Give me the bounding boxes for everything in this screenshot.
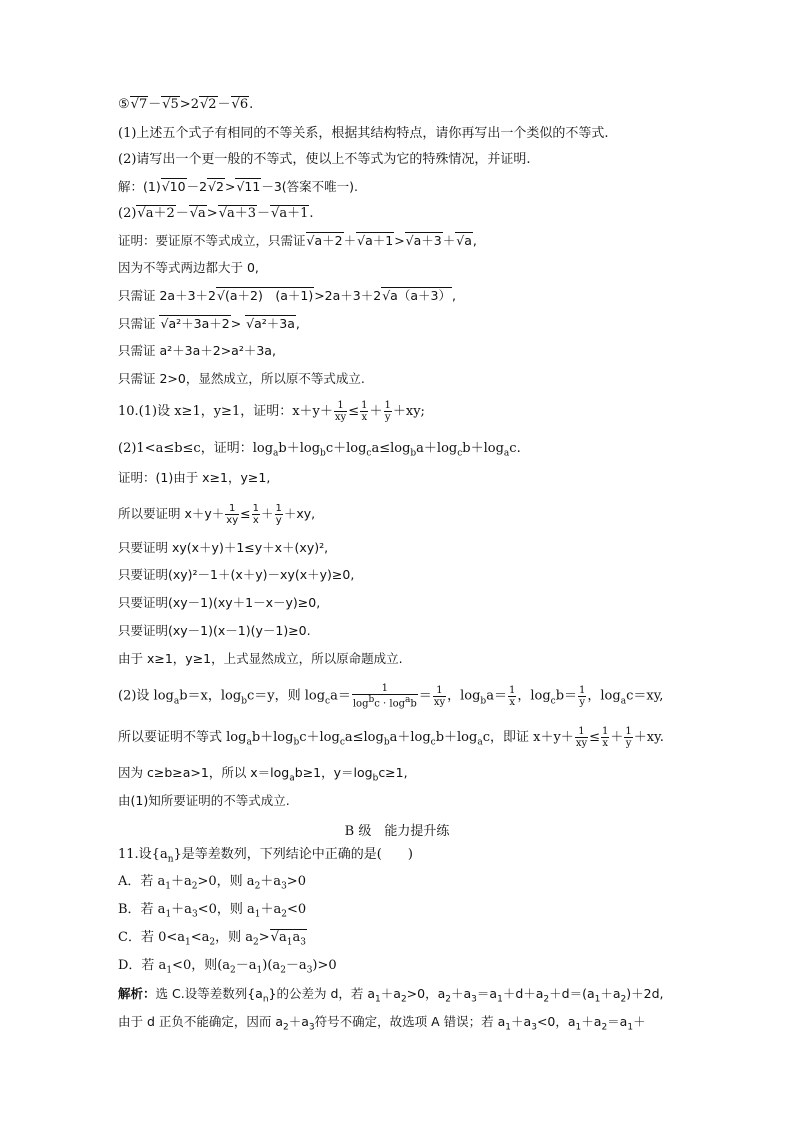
item-5-inequality: ⑤√7－√5>2√2－√6. (118, 97, 254, 112)
proof-10-step-6: 只要证明(xy－1)(x－1)(y－1)≥0. (118, 623, 311, 638)
question-10-part-2: (2)1<a≤b≤c，证明：$\log_ab+\log_bc+\log_ca\le\log_ba+\log_cb+\log_ac$. (118, 441, 521, 459)
proof-10-step-3: 只要证明 xy(x＋y)＋1≤y＋x＋(xy)², (118, 540, 329, 555)
proof-step-3: 只需证 2a＋3＋2√(a＋2) (a＋1)>2a＋3＋2√a（a＋3）, (118, 288, 456, 303)
proof-10-part-2-step-3: 因为 c≥b≥a>1，所以 $x=\log_ab\ge 1$，$y=\log_bc\ge 1$, (118, 765, 408, 784)
proof-10-step-4: 只要证明(xy)²－1＋(x＋y)－xy(x＋y)≥0, (118, 567, 355, 582)
proof-step-4: 只需证 √a²＋3a＋2> √a²＋3a, (118, 316, 300, 331)
proof-step-6: 只需证 2>0，显然成立，所以原不等式成立. (118, 371, 365, 386)
option-b: B．若 $a_1+a_3<0$，则 $a_1+a_2<0$ (118, 902, 307, 920)
section-heading: B 级 能力提升练 (344, 824, 450, 839)
proof-10-part-2-step-4: 由(1)知所要证明的不等式成立. (118, 793, 290, 808)
question-part-1: (1)上述五个式子有相同的不等关系，根据其结构特点，请你再写出一个类似的不等式. (118, 126, 609, 141)
proof-10-step-5: 只要证明(xy－1)(xy＋1－x－y)≥0, (118, 595, 321, 610)
analysis-line-1: 解析：选 C.设等差数列$\{a_n\}$的公差为 d，若 $a_1+a_2>0$，$a_2+a_3=a_1+d+a_2+d=(a_1+a_2)+2d$, (118, 986, 664, 1005)
proof-10-step-2: 所以要证明 x＋y＋ $\frac{1}{xy}$ ≤ $\frac{1}{x}$ ＋ $\frac{1}{y}$ ＋xy, (118, 503, 316, 526)
answer-1: 解：(1)√10－2√2>√11－3(答案不唯一). (118, 179, 359, 194)
option-d: D．若 $a_1<0$，则$(a_2-a_1)(a_2-a_3)>0$ (118, 958, 337, 976)
option-c: C．若 $0<a_1<a_2$，则 $a_2>√a_1a_3$ (118, 930, 306, 948)
question-10-part-1: 10.(1)设 x≥1，y≥1，证明：x＋y＋ $\frac{1}{xy}$ ≤ $\frac{1}{x}$ ＋ $\frac{1}{y}$ ＋xy; (118, 400, 425, 423)
proof-10-step-1: 证明：(1)由于 x≥1，y≥1, (118, 470, 271, 485)
analysis-line-2: 由于 d 正负不能确定，因而 $a_2+a_3$符号不确定，故选项 A 错误；若 $a_1+a_3<0$，$a_1+a_2=a_1+$ (118, 1014, 646, 1033)
option-a: A．若 $a_1+a_2>0$，则 $a_2+a_3>0$ (118, 874, 306, 892)
question-part-2: (2)请写出一个更一般的不等式，使以上不等式为它的特殊情况，并证明. (118, 152, 531, 167)
answer-2-inequality: (2)√a＋2－√a>√a＋3－√a＋1. (118, 206, 314, 221)
proof-step-5: 只需证 a²＋3a＋2>a²＋3a, (118, 343, 276, 358)
proof-10-step-7: 由于 x≥1，y≥1，上式显然成立，所以原命题成立. (118, 651, 403, 666)
proof-step-1: 证明：要证原不等式成立，只需证√a＋2＋√a＋1>√a＋3＋√a, (118, 233, 477, 248)
proof-10-part-2-step-2: 所以要证明不等式 $\log_ab+\log_bc+\log_ca\le\log_ba+\log_cb+\log_ac$，即证 x＋y＋ $\frac{1}{xy}$ ≤ $\frac{1}{x}$ ＋ $\frac{1}{y}$ ＋xy. (118, 726, 664, 749)
question-11: 11.设$\{a_n\}$是等差数列，下列结论中正确的是( ) (118, 847, 413, 865)
proof-10-part-2-step-1: (2)设 $\log_ab=x$，$\log_bc=y$，则 $\log_ca=$ $\frac{1}{\log^bc \cdot \log^ab}$ ＝ $\frac{1}{xy}$ ，$\log_ba=$ $\frac{1}{x}$ ，$\log_cb=$ $\frac{1}{y}$ ，$\log_ac=xy$, (118, 683, 664, 710)
proof-step-2: 因为不等式两边都大于 0, (118, 260, 259, 275)
